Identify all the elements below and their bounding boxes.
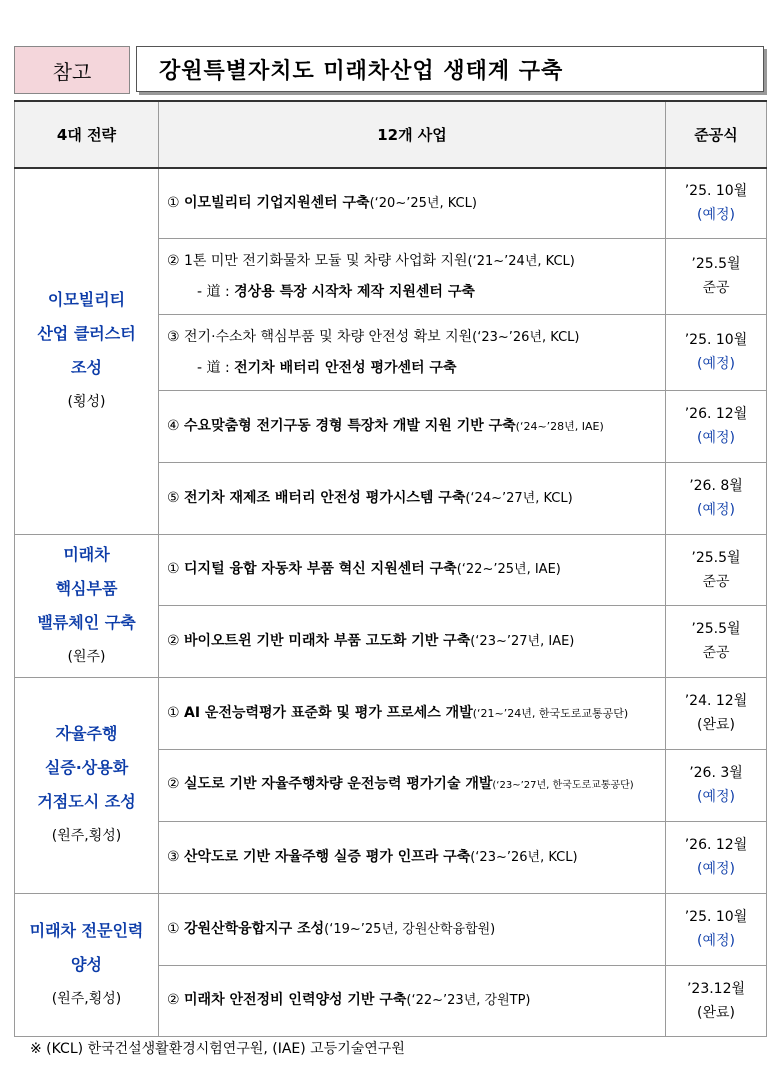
completion-status: 준공 [702, 280, 730, 296]
completion-status: (완료) [697, 1004, 735, 1021]
project-cell [159, 605, 666, 677]
project-title: 강원산학융합지구 조성 [184, 920, 325, 937]
project-title: 1톤 미만 전기화물차 모듈 및 차량 사업화 지원 [184, 252, 468, 269]
completion-cell [666, 238, 767, 314]
completion-date: ’23.12월 [686, 980, 746, 997]
project-title: 실도로 기반 자율주행차량 운전능력 평가기술 개발 [184, 776, 493, 792]
project-number: ③ [167, 848, 180, 865]
table-header-row [15, 101, 767, 168]
project-title: 이모빌리티 기업지원센터 구축 [184, 194, 370, 211]
project-number: ② [167, 776, 180, 792]
strategy-name: 미래차 핵심부품 밸류체인 구축 [37, 544, 136, 632]
project-title: 전기차 재제조 배터리 안전성 평가시스템 구축 [184, 489, 466, 506]
project-detail: (‘20~’25년, KCL) [369, 195, 477, 211]
strategy-region: (횡성) [67, 394, 106, 411]
project-cell [159, 821, 666, 893]
project-detail: (‘24~’27년, KCL) [465, 490, 573, 506]
completion-cell [666, 168, 767, 238]
subitem-prefix: - 道 : [197, 283, 235, 300]
completion-date: ’26. 12월 [684, 837, 748, 853]
completion-date: ’26. 3월 [689, 765, 743, 781]
strategy-cell [15, 677, 159, 893]
project-detail: (‘23~’27년, IAE) [470, 633, 575, 649]
subitem-prefix: - 道 : [197, 359, 235, 376]
column-header-strategy: 4대 전략 [15, 101, 159, 168]
completion-status: (완료) [697, 717, 735, 733]
completion-status: (예정) [697, 861, 735, 877]
strategy-table [14, 100, 767, 1037]
project-title: 디지털 융합 자동차 부품 혁신 지원센터 구축 [184, 561, 457, 577]
completion-cell [666, 749, 767, 821]
project-number: ① [167, 704, 180, 721]
completion-date: ’25.5월 [691, 256, 741, 272]
strategy-name: 자율주행 실증·상용화 거점도시 조성 [37, 724, 136, 811]
project-number: ④ [167, 417, 180, 434]
project-cell [159, 314, 666, 390]
strategy-cell [15, 534, 159, 677]
strategy-name: 이모빌리티 산업 클러스터 조성 [37, 290, 136, 378]
project-cell [159, 390, 666, 462]
project-number: ① [167, 920, 180, 937]
completion-status: 준공 [702, 645, 730, 661]
project-number: ① [167, 561, 180, 577]
completion-status: (예정) [697, 789, 735, 805]
completion-status: (예정) [697, 502, 735, 518]
project-title: 미래차 안전정비 인력양성 기반 구축 [184, 992, 407, 1008]
completion-cell [666, 821, 767, 893]
project-detail: (‘22~’23년, 강원TP) [406, 993, 531, 1008]
completion-date: ’25.5월 [691, 621, 741, 637]
project-detail: (‘23~’27년, 한국도로교통공단) [492, 780, 634, 791]
subitem-title: 경상용 특장 시작차 제작 지원센터 구축 [234, 283, 475, 300]
completion-status: (예정) [697, 430, 735, 446]
project-cell [159, 534, 666, 605]
completion-cell [666, 534, 767, 605]
completion-status: (예정) [697, 207, 735, 224]
project-cell [159, 462, 666, 534]
completion-cell [666, 893, 767, 965]
strategy-region: (원주) [67, 648, 106, 665]
completion-date: ’26. 8월 [689, 478, 743, 494]
project-number: ② [167, 252, 180, 269]
reference-tag: 참고 [14, 46, 130, 94]
project-detail: (‘21~’24년, 한국도로교통공단) [472, 706, 629, 720]
project-detail: (‘24~’28년, IAE) [515, 419, 604, 433]
project-cell [159, 677, 666, 749]
strategy-cell [15, 893, 159, 1036]
project-number: ⑤ [167, 489, 180, 506]
completion-status: 준공 [702, 573, 730, 590]
project-detail: (‘19~’25년, 강원산학융합원) [324, 921, 496, 937]
completion-date: ’25.5월 [691, 549, 741, 566]
project-number: ③ [167, 328, 180, 345]
completion-status: (예정) [697, 933, 735, 949]
project-title: 산악도로 기반 자율주행 실증 평가 인프라 구축 [184, 848, 471, 865]
strategy-cell [15, 168, 159, 534]
page-title: 강원특별자치도 미래차산업 생태계 구축 [136, 46, 764, 92]
table-row [15, 893, 767, 965]
footnote: ※ (KCL) 한국건설생활환경시험연구원, (IAE) 고등기술연구원 [30, 1041, 405, 1057]
project-detail: (‘23~’26년, KCL) [470, 849, 578, 865]
project-title: AI 운전능력평가 표준화 및 평가 프로세스 개발 [184, 704, 473, 721]
project-detail: (‘22~’25년, IAE) [456, 562, 561, 577]
completion-cell [666, 965, 767, 1036]
subitem-title: 전기차 배터리 안전성 평가센터 구축 [234, 359, 457, 376]
header [14, 46, 768, 96]
table-row [15, 534, 767, 605]
table-row [15, 168, 767, 238]
project-cell [159, 238, 666, 314]
project-title: 수요맞춤형 전기구동 경형 특장차 개발 지원 기반 구축 [184, 417, 516, 434]
project-subitem [167, 277, 657, 307]
table-row [15, 677, 767, 749]
completion-cell [666, 462, 767, 534]
completion-date: ’25. 10월 [684, 332, 748, 348]
completion-cell [666, 314, 767, 390]
project-number: ② [167, 992, 180, 1008]
project-cell [159, 965, 666, 1036]
project-title: 바이오트윈 기반 미래차 부품 고도화 기반 구축 [184, 632, 471, 649]
strategy-region: (원주,횡성) [51, 990, 122, 1007]
strategy-region: (원주,횡성) [51, 828, 122, 844]
completion-status: (예정) [697, 356, 735, 372]
project-subitem [167, 353, 657, 383]
project-detail: (‘21~’24년, KCL) [467, 253, 575, 269]
project-title: 전기·수소차 핵심부품 및 차량 안전성 확보 지원 [184, 328, 473, 345]
project-detail: (‘23~’26년, KCL) [472, 329, 580, 345]
completion-date: ’26. 12월 [684, 406, 748, 422]
completion-date: ’25. 10월 [684, 183, 748, 200]
project-cell [159, 749, 666, 821]
column-header-completion: 준공식 [666, 101, 767, 168]
project-number: ② [167, 632, 180, 649]
project-cell [159, 168, 666, 238]
completion-cell [666, 605, 767, 677]
completion-cell [666, 677, 767, 749]
project-cell [159, 893, 666, 965]
strategy-name: 미래차 전문인력 양성 [29, 920, 144, 974]
completion-cell [666, 390, 767, 462]
column-header-projects: 12개 사업 [159, 101, 666, 168]
completion-date: ’25. 10월 [684, 909, 748, 925]
project-number: ① [167, 194, 180, 211]
completion-date: ’24. 12월 [684, 693, 748, 709]
